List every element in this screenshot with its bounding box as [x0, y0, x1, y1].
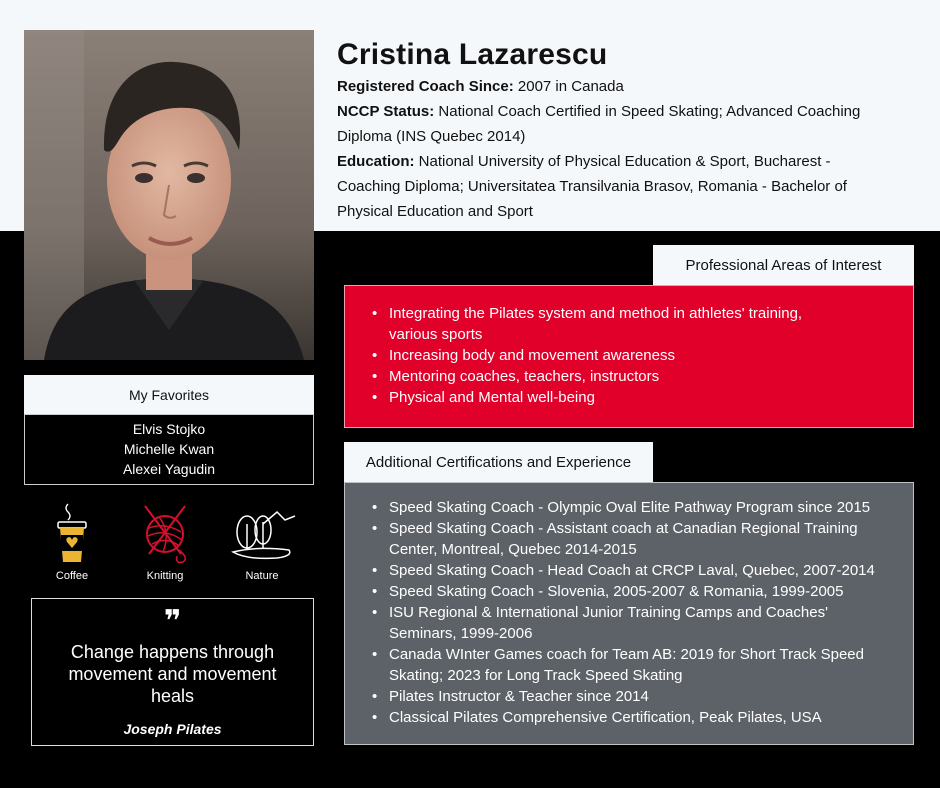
favorites-heading: My Favorites — [24, 375, 314, 414]
hobby-label: Coffee — [55, 570, 89, 582]
hobby-label: Nature — [245, 570, 279, 582]
hobby-knitting — [125, 502, 205, 582]
list-item: • Integrating the Pilates system and method in athletes' training, various sports — [345, 303, 845, 345]
list-item: • Speed Skating Coach - Slovenia, 2005-2007 & Romania, 1999-2005 — [345, 581, 885, 602]
professional-areas-list — [345, 303, 845, 408]
registered-line — [337, 74, 897, 99]
quote-text: Change happens through movement and movement heals — [68, 642, 277, 706]
additional-certifications-heading: Additional Certifications and Experience — [344, 442, 653, 482]
additional-certifications-panel — [344, 482, 914, 745]
favorites-list — [24, 414, 314, 485]
quote-icon: ❞ — [163, 605, 182, 638]
registered-value: 2007 in Canada — [513, 78, 624, 95]
list-item: • Classical Pilates Comprehensive Certification, Peak Pilates, USA — [345, 707, 885, 728]
list-item: • Physical and Mental well-being — [345, 387, 845, 408]
quote-author: Joseph Pilates — [123, 721, 222, 737]
yarn-ball-icon — [135, 502, 195, 564]
registered-label: Registered Coach Since: — [337, 78, 514, 95]
favorite-item: Elvis Stojko — [132, 421, 206, 437]
education-line — [337, 149, 897, 224]
nccp-label: NCCP Status: — [337, 103, 435, 120]
additional-certifications-list — [345, 497, 885, 728]
list-item: • Speed Skating Coach - Assistant coach at Canadian Regional Training Center, Montreal, Quebec 2014-2015 — [345, 518, 885, 560]
trees-mountain-icon — [227, 502, 297, 564]
list-item: • Speed Skating Coach - Head Coach at CRCP Laval, Quebec, 2007-2014 — [345, 560, 885, 581]
list-item: • Pilates Instructor & Teacher since 2014 — [345, 686, 885, 707]
profile-photo — [24, 30, 314, 360]
favorite-item: Alexei Yagudin — [122, 461, 216, 477]
hobby-coffee — [32, 502, 112, 582]
professional-areas-heading: Professional Areas of Interest — [653, 245, 914, 285]
list-item: • ISU Regional & International Junior Training Camps and Coaches' Seminars, 1999-2006 — [345, 602, 885, 644]
list-item: • Speed Skating Coach - Olympic Oval Elite Pathway Program since 2015 — [345, 497, 885, 518]
coach-name: Cristina Lazarescu — [337, 38, 608, 71]
list-item: • Mentoring coaches, teachers, instructors — [345, 366, 845, 387]
nccp-value: National Coach Certified in Speed Skating; Advanced Coaching Diploma (INS Quebec 2014) — [337, 103, 861, 145]
hobby-nature — [222, 502, 302, 582]
coach-info — [337, 74, 897, 224]
list-item: • Canada WInter Games coach for Team AB: 2019 for Short Track Speed Skating; 2023 for Long Track Speed Skating — [345, 644, 885, 686]
nccp-line — [337, 99, 897, 149]
quote-card — [31, 598, 314, 746]
list-item: • Increasing body and movement awareness — [345, 345, 845, 366]
education-label: Education: — [337, 153, 415, 170]
coffee-cup-icon — [52, 502, 92, 564]
professional-areas-panel — [344, 285, 914, 428]
favorite-item: Michelle Kwan — [123, 441, 215, 457]
education-value: National University of Physical Education & Sport, Bucharest - Coaching Diploma; Universitatea Transilvania Brasov, Romania - Bachelor of Physical Education and Sport — [337, 153, 847, 220]
portrait-image — [24, 30, 314, 360]
hobby-label: Knitting — [146, 570, 184, 582]
